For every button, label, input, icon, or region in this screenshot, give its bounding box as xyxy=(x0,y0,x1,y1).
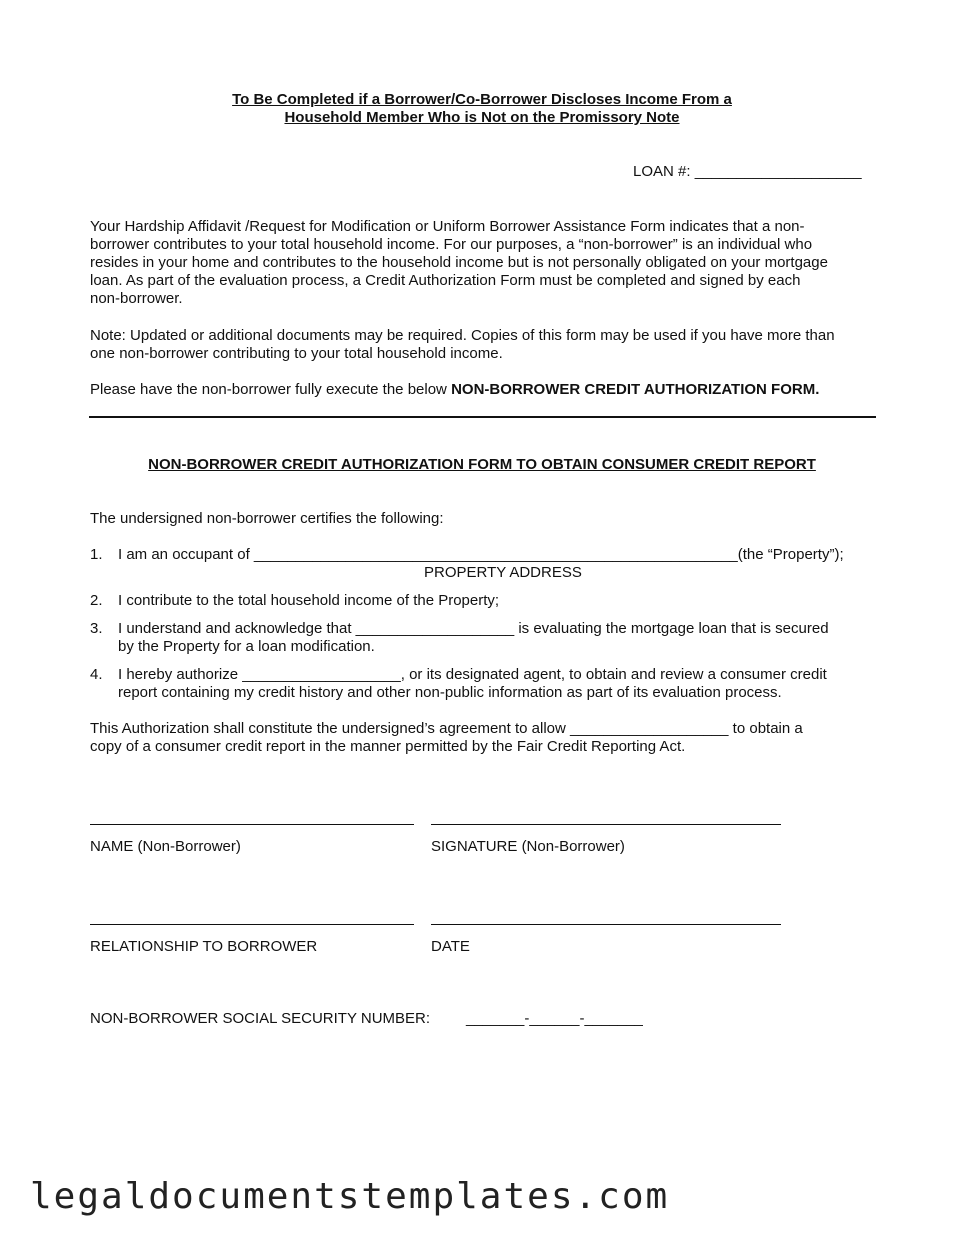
lender-name-field[interactable]: I understand and acknowledge that ___________________ is evaluating the mortgage loan that is secured xyxy=(118,620,829,637)
authorized-party-field[interactable]: I hereby authorize ___________________, or its designated agent, to obtain and review a consumer credit xyxy=(118,666,827,683)
list-item-number: 1. xyxy=(90,546,103,563)
intro-paragraph xyxy=(90,218,828,308)
list-item-text: I contribute to the total household income of the Property; xyxy=(118,592,500,609)
header-title-line1: To Be Completed if a Borrower/Co-Borrower Discloses Income From a xyxy=(232,91,732,108)
list-item xyxy=(90,546,844,564)
ssn-label: NON-BORROWER SOCIAL SECURITY NUMBER: xyxy=(90,1010,431,1027)
intro-line: resides in your home and contributes to the household income but is not personally obligated on your mortgage xyxy=(90,254,828,271)
property-address-label: PROPERTY ADDRESS xyxy=(424,564,582,581)
list-item xyxy=(90,620,829,656)
relationship-label: RELATIONSHIP TO BORROWER xyxy=(90,938,318,955)
site-watermark: legaldocumentstemplates.com xyxy=(30,1176,670,1217)
note-line: one non-borrower contributing to your total household income. xyxy=(90,345,503,362)
intro-line: borrower contributes to your total household income. For our purposes, a “non-borrower” is an individual who xyxy=(90,236,813,253)
form-title: NON-BORROWER CREDIT AUTHORIZATION FORM TO OBTAIN CONSUMER CREDIT REPORT xyxy=(148,456,816,473)
signature-label: SIGNATURE (Non-Borrower) xyxy=(431,838,625,855)
intro-line: loan. As part of the evaluation process, a Credit Authorization Form must be completed and signed by each xyxy=(90,272,801,289)
ssn-field[interactable]: _______-______-_______ xyxy=(466,1010,643,1027)
date-line[interactable] xyxy=(431,924,781,925)
execute-bold-text: NON-BORROWER CREDIT AUTHORIZATION FORM. xyxy=(451,381,820,398)
execute-text: Please have the non-borrower fully execute the below xyxy=(90,381,452,398)
list-item-number: 4. xyxy=(90,666,103,683)
authorization-paragraph xyxy=(90,720,803,756)
property-occupant-field[interactable]: I am an occupant of __________________________________________________________(the “Property”); xyxy=(118,546,844,563)
authorization-line[interactable]: This Authorization shall constitute the undersigned’s agreement to allow ___________________ to obtain a xyxy=(90,720,803,737)
list-item-number: 3. xyxy=(90,620,103,637)
intro-line: non-borrower. xyxy=(90,290,183,307)
header-title-line2: Household Member Who is Not on the Promissory Note xyxy=(284,109,680,126)
note-line: Note: Updated or additional documents may be required. Copies of this form may be used if you have more than xyxy=(90,327,835,344)
certifies-statement: The undersigned non-borrower certifies the following: xyxy=(90,510,444,527)
authorization-line: copy of a consumer credit report in the manner permitted by the Fair Credit Reporting Act. xyxy=(90,738,686,755)
signature-line[interactable] xyxy=(431,824,781,825)
name-label: NAME (Non-Borrower) xyxy=(90,838,241,855)
list-item xyxy=(90,592,499,610)
intro-line: Your Hardship Affidavit /Request for Modification or Uniform Borrower Assistance Form indicates that a non- xyxy=(90,218,805,235)
list-item-number: 2. xyxy=(90,592,103,609)
date-label: DATE xyxy=(431,938,470,955)
list-item-text: report containing my credit history and other non-public information as part of its evaluation process. xyxy=(118,684,782,701)
loan-number-field[interactable]: LOAN #: ____________________ xyxy=(633,163,862,180)
list-item-text: by the Property for a loan modification. xyxy=(118,638,375,655)
execute-instruction xyxy=(90,381,819,399)
name-signature-line[interactable] xyxy=(90,824,414,825)
section-divider xyxy=(89,416,876,418)
relationship-line[interactable] xyxy=(90,924,414,925)
list-item xyxy=(90,666,827,702)
note-paragraph xyxy=(90,327,835,363)
